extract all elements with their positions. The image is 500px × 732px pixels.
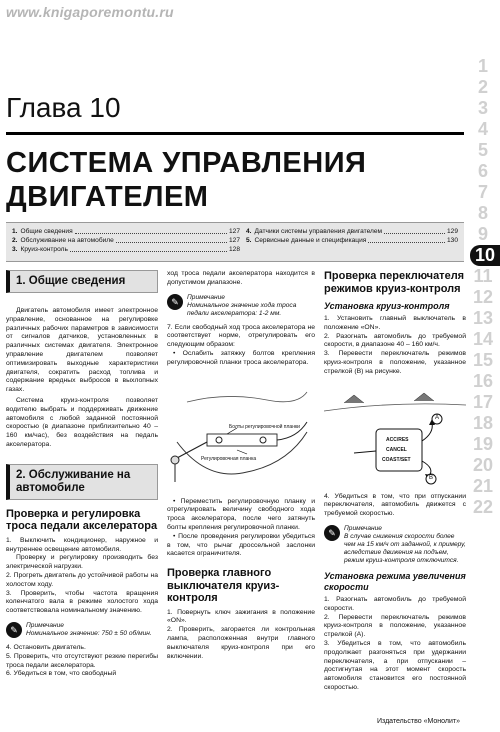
cruise-switch-drawing bbox=[324, 381, 466, 489]
page-title bbox=[6, 146, 366, 214]
arrow-label-a: A bbox=[435, 414, 440, 421]
paragraph: 3. Проверить, чтобы частота вращения коленчатого вала в режиме холостого хода соответствовала номинальному значению. bbox=[6, 589, 158, 615]
chapter-tab[interactable]: 6 bbox=[477, 161, 488, 181]
toc-title: Обслуживание на автомобиле bbox=[20, 237, 114, 244]
chapter-tab-active[interactable]: 10 bbox=[470, 245, 500, 266]
toc-item[interactable] bbox=[246, 227, 458, 236]
chapter-tab[interactable]: 9 bbox=[477, 224, 488, 244]
paragraph: 4. Остановить двигатель. bbox=[6, 643, 86, 651]
figure-label: Регулировочная планка bbox=[201, 455, 257, 462]
toc-item[interactable] bbox=[246, 236, 458, 245]
toc-page: 127 bbox=[228, 228, 240, 235]
paragraph: • После проведения регулировки убедиться в том, что рычаг дроссельной заслонки касается ограничителя. bbox=[167, 532, 315, 558]
publisher-footer: Издательство «Монолит» bbox=[376, 718, 460, 725]
note-title: Примечание bbox=[344, 524, 382, 532]
cruise-switch-figure bbox=[324, 381, 466, 489]
paragraph: 4. Убедиться в том, что при отпускании переключателя, автомобиль движется с требуемой скоростью. bbox=[324, 492, 466, 518]
paragraph: • Переместить регулировочную планку и отрегулировать величину свободного хода троса акселератора, после чего затянуть болты крепления регулировочной планки. bbox=[167, 497, 315, 531]
column-2 bbox=[167, 270, 315, 661]
paragraph: 2. Проверить, загорается ли контрольная лампа, расположенная внутри главного выключателя круиз-контроля при его включении. bbox=[167, 626, 315, 660]
toc-page: 128 bbox=[228, 246, 240, 253]
section-heading: 2. Обслуживание на автомобиле bbox=[6, 464, 158, 500]
chapter-tab[interactable]: 4 bbox=[477, 119, 488, 139]
throttle-cable-drawing bbox=[167, 372, 315, 494]
note-icon: ✎ bbox=[167, 294, 183, 310]
title-line-2: ДВИГАТЕЛЕМ bbox=[6, 181, 209, 213]
chapter-tab[interactable]: 1 bbox=[477, 56, 488, 76]
chapter-tab[interactable]: 19 bbox=[472, 434, 494, 454]
chapter-tabs bbox=[466, 56, 500, 518]
toc-title: Сервисные данные и спецификация bbox=[254, 237, 367, 244]
paragraph: 6. Убедиться в том, что свободный bbox=[6, 670, 117, 678]
toc-page: 129 bbox=[446, 228, 458, 235]
paragraph: 1. Установить главный выключатель в положение «ON». bbox=[324, 315, 466, 331]
title-line-1: СИСТЕМА УПРАВЛЕНИЯ bbox=[6, 147, 367, 179]
chapter-tab[interactable]: 15 bbox=[472, 350, 494, 370]
toc-title: Датчики системы управления двигателем bbox=[254, 228, 383, 235]
subsection-heading: Проверка и регулировка троса педали акселератора bbox=[6, 507, 158, 533]
note-text: Номинальное значение хода троса педали акселератора: 1-2 мм. bbox=[187, 301, 297, 317]
toc-page: 130 bbox=[446, 237, 458, 244]
toc-title: Круиз-контроль bbox=[20, 246, 68, 253]
chapter-label: Глава 10 bbox=[6, 92, 121, 123]
switch-label-coast-set: COAST/SET bbox=[382, 456, 411, 463]
paragraph: Система круиз-контроля позволяет водителю выбрать и поддерживать движение автомобиля с любой заданной постоянной скоростью (в диапазоне приблизительно 40 – 160 км/час), без воздействия на педаль акселератора. bbox=[6, 396, 158, 448]
toc-page: 127 bbox=[228, 237, 240, 244]
paragraph: ход троса педали акселератора находится в допустимом диапазоне. bbox=[167, 270, 315, 286]
note-text: В случае снижения скорости более чем на 15 км/ч от заданной, к примеру, вследствие движения на подъем, режим круиз-контроля отключится. bbox=[344, 532, 466, 564]
chapter-tab[interactable]: 18 bbox=[472, 413, 494, 433]
paragraph: 2. Перевести переключатель режимов круиз-контроля в положение, указанное стрелкой (A). bbox=[324, 613, 466, 639]
subsection-subheading: Установка режима увеличения скорости bbox=[324, 570, 466, 592]
paragraph: 7. Если свободный ход троса акселератора не соответствует норме, отрегулировать его следующим образом: bbox=[167, 323, 315, 349]
paragraph: 2. Разогнать автомобиль до требуемой скорости, в диапазоне 40 – 160 км/ч. bbox=[324, 332, 466, 349]
toc-item[interactable] bbox=[12, 245, 240, 254]
toc-item[interactable] bbox=[12, 227, 240, 236]
toc-number: 3. bbox=[12, 246, 18, 253]
chapter-tab[interactable]: 11 bbox=[473, 266, 493, 286]
subsection-subheading: Установка круиз-контроля bbox=[324, 301, 450, 311]
column-3 bbox=[324, 270, 466, 693]
note bbox=[6, 622, 158, 638]
watermark: www.knigaporemontu.ru bbox=[6, 4, 174, 20]
paragraph: 1. Выключить кондиционер, наружное и внутреннее освещение автомобиля. bbox=[6, 536, 158, 553]
column-1 bbox=[6, 270, 158, 679]
section-heading: 1. Общие сведения bbox=[6, 270, 158, 293]
chapter-tab[interactable]: 3 bbox=[477, 98, 488, 118]
figure-label: Болты регулировочной планки bbox=[229, 423, 300, 430]
switch-label-acc-res: ACC/RES bbox=[386, 436, 409, 443]
paragraph: 5. Проверить, что отсутствуют резкие перегибы троса педали акселератора. bbox=[6, 652, 158, 669]
note-icon: ✎ bbox=[324, 525, 340, 541]
toc-number: 2. bbox=[12, 237, 18, 244]
chapter-tab[interactable]: 2 bbox=[477, 77, 488, 97]
toc-number: 1. bbox=[12, 228, 18, 235]
chapter-tab[interactable]: 17 bbox=[472, 392, 494, 412]
table-of-contents bbox=[6, 222, 464, 262]
note-title: Примечание bbox=[187, 293, 225, 301]
chapter-tab[interactable]: 13 bbox=[472, 308, 494, 328]
chapter-tab[interactable]: 7 bbox=[477, 182, 488, 202]
paragraph: • Ослабить затяжку болтов крепления регулировочной планки троса акселератора. bbox=[167, 349, 315, 366]
chapter-tab[interactable]: 22 bbox=[472, 497, 494, 517]
paragraph: Двигатель автомобиля имеет электронное управление, основанное на регулировке различных рабочих параметров в зависимости от сигналов датчиков, установленных в различных системах двигателя. Электронное управление двигателем позволяет оптимизировать выходные характеристики двигателя, сократить расход топлива и содержание вредных выбросов в выхлопных газах. bbox=[6, 307, 158, 394]
subsection-heading: Проверка переключателя режимов круиз-контроля bbox=[324, 270, 465, 295]
title-rule bbox=[6, 132, 464, 135]
note-icon: ✎ bbox=[6, 622, 22, 638]
toc-number: 5. bbox=[246, 237, 252, 244]
toc-title: Общие сведения bbox=[20, 228, 73, 235]
throttle-cable-figure bbox=[167, 372, 315, 494]
note-title: Примечание bbox=[26, 621, 64, 629]
toc-number: 4. bbox=[246, 228, 252, 235]
paragraph: 2. Прогреть двигатель до устойчивой работы на холостом ходу. bbox=[6, 571, 158, 588]
paragraph: 1. Повернуть ключ зажигания в положение «ON». bbox=[167, 608, 315, 625]
note-text: Номинальное значение: 750 ± 50 об/мин. bbox=[26, 629, 152, 637]
subsection-heading: Проверка главного выключателя круиз-контроля bbox=[167, 567, 280, 605]
paragraph: 3. Убедиться в том, что автомобиль продолжает разгоняться при удержании переключателя, а при отпускании – достигнутая на этот момент скорость автомобиля становится его постоянной скоростью. bbox=[324, 639, 466, 691]
arrow-label-b: B bbox=[429, 474, 434, 481]
note bbox=[324, 525, 466, 565]
chapter-tab[interactable]: 16 bbox=[472, 371, 494, 391]
chapter-tab[interactable]: 20 bbox=[472, 455, 494, 475]
toc-item[interactable] bbox=[12, 236, 240, 245]
chapter-tab[interactable]: 14 bbox=[472, 329, 494, 349]
chapter-tab[interactable]: 5 bbox=[477, 140, 488, 160]
note bbox=[167, 294, 315, 318]
switch-label-cancel: CANCEL bbox=[386, 446, 407, 453]
chapter-tab[interactable]: 21 bbox=[472, 476, 494, 496]
paragraph: 1. Разогнать автомобиль до требуемой скорости. bbox=[324, 595, 466, 612]
chapter-tab[interactable]: 8 bbox=[477, 203, 488, 223]
paragraph: 3. Перевести переключатель режимов круиз-контроля в положение, указанное стрелкой (B) на рисунке. bbox=[324, 350, 466, 375]
chapter-tab[interactable]: 12 bbox=[472, 287, 494, 307]
paragraph: Проверку и регулировку производить без электрической нагрузки. bbox=[6, 554, 158, 571]
